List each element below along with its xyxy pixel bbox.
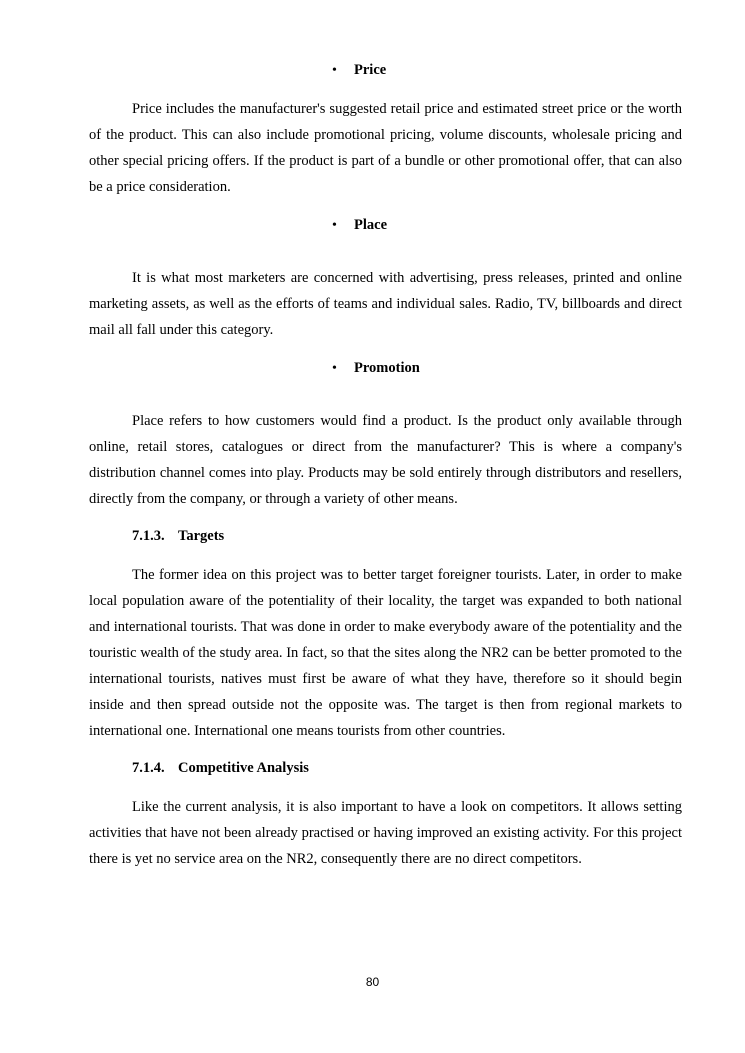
section-title: Targets [178,528,225,544]
bullet-heading-place [332,217,387,234]
section-number: 7.1.4. [132,760,165,776]
section-heading-targets [132,528,224,545]
paragraph-targets: The former idea on this project was to better target foreigner tourists. Later, in order to make local population aware of the potentiality of their locality, the target was expanded to both national and international tourists. That was done in order to make everybody aware of the potentiality and the touristic wealth of the study area. In fact, so that the sites along the NR2 can be better promoted to the international tourists, natives must first be aware of what they have, therefore so it should begin inside and then spread outside not the opposite was. The target is then from regional markets to international one. International one means tourists from other countries. [89,567,682,739]
bullet-icon: • [332,360,337,376]
bullet-heading-promotion [332,360,420,377]
bullet-icon: • [332,62,337,78]
paragraph-price: Price includes the manufacturer's suggested retail price and estimated street price or the worth of the product. This can also include promotional pricing, volume discounts, wholesale pricing and other special pricing offers. If the product is part of a bundle or other promotional offer, that can also be a price consideration. [89,101,682,195]
page-number: 80 [365,975,380,989]
bullet-icon: • [332,217,337,233]
bullet-heading-text: Promotion [354,360,420,376]
bullet-heading-text: Place [354,217,388,233]
section-number: 7.1.3. [132,528,165,544]
section-title: Competitive Analysis [178,760,309,776]
paragraph-competitive-analysis: Like the current analysis, it is also important to have a look on competitors. It allows setting activities that have not been already practised or having improved an existing activity. For this project there is yet no service area on the NR2, consequently there are no direct competitors. [89,799,682,867]
section-heading-competitive-analysis [132,760,309,777]
bullet-heading-text: Price [354,62,387,78]
bullet-heading-price [332,62,386,79]
paragraph-promotion: Place refers to how customers would find a product. Is the product only available through online, retail stores, catalogues or direct from the manufacturer? This is where a company's distribution channel comes into play. Products may be sold entirely through distributors and resellers, directly from the company, or through a variety of other means. [89,413,682,507]
paragraph-place: It is what most marketers are concerned with advertising, press releases, printed and online marketing assets, as well as the efforts of teams and individual sales. Radio, TV, billboards and direct mail all fall under this category. [89,270,682,338]
